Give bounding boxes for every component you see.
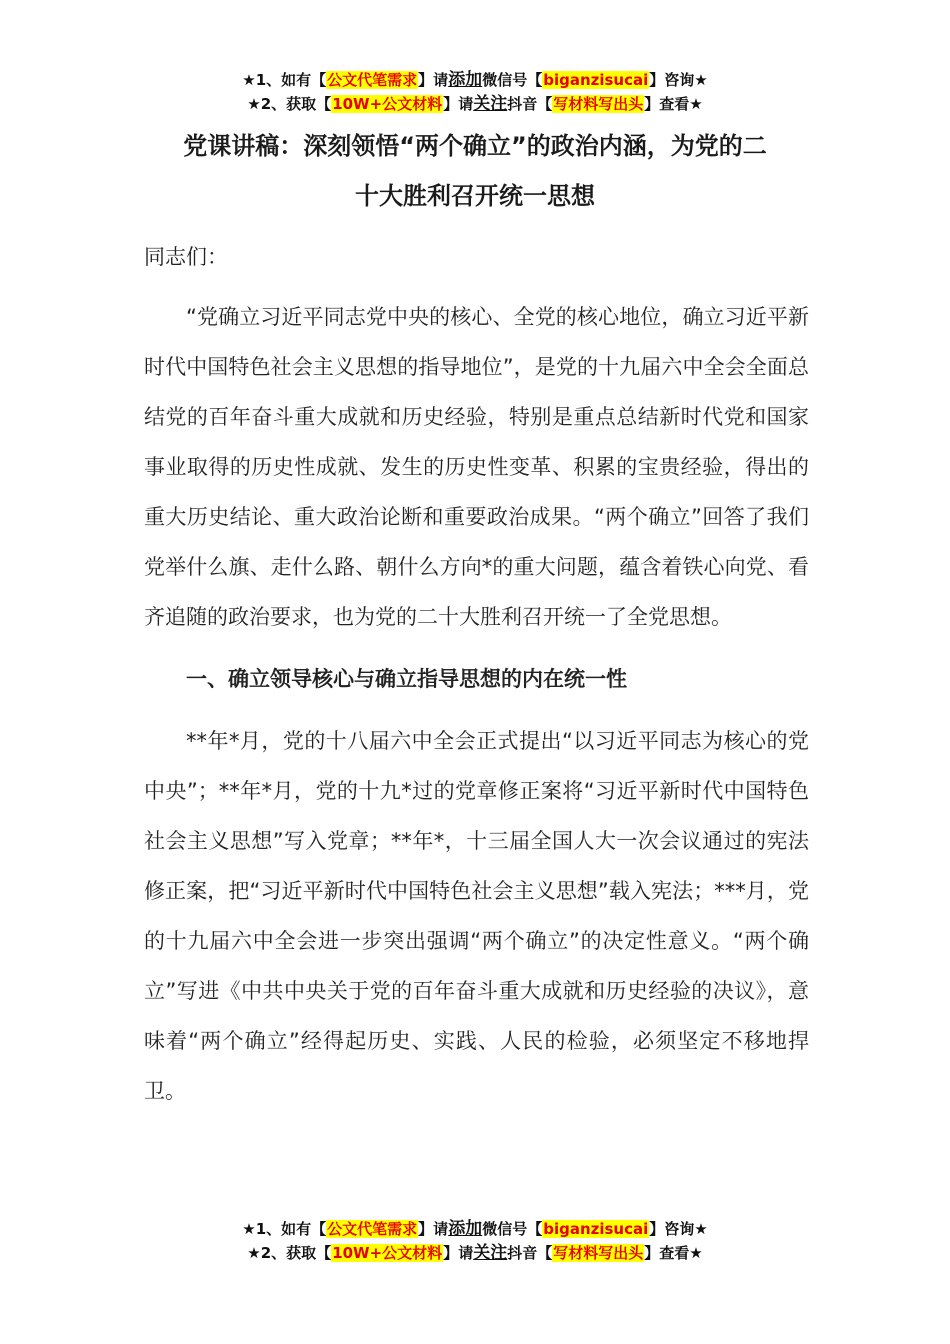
title-line-1: 党课讲稿：深刻领悟“两个确立”的政治内涵，为党的二: [183, 132, 767, 160]
promo-line-1: [0, 68, 950, 92]
promo-underlined: 添加: [448, 70, 483, 90]
promo-text: 】查看★: [644, 95, 703, 113]
promo-highlight: 公文代笔需求: [327, 1220, 418, 1238]
document-body: [144, 232, 809, 1116]
promo-underlined: 关注: [473, 1243, 508, 1263]
top-promo-banner: [0, 68, 950, 116]
promo-text: 】请: [443, 95, 474, 113]
document-title: [120, 121, 830, 221]
promo-text: 】请: [418, 1220, 449, 1238]
salutation: 同志们：: [144, 245, 228, 269]
promo-text: 微信号【: [482, 71, 543, 89]
promo-line-2: [0, 1241, 950, 1265]
promo-highlight: 10W+公文材料: [332, 1244, 443, 1262]
promo-highlight: biganzisucai: [543, 1220, 649, 1238]
promo-text: 抖音【: [507, 95, 553, 113]
promo-text: 】咨询★: [649, 71, 708, 89]
paragraph-section-1: **年*月，党的十八届六中全会正式提出“以习近平同志为核心的党中央”；**年*月，党的十九*过的党章修正案将“习近平新时代中国特色社会主义思想”写入党章；**年*，十三届全国人大一次会议通过的宪法修正案，把“习近平新时代中国特色社会主义思想”载入宪法；***月，党的十九届六中全会进一步突出强调“两个确立”的决定性意义。“两个确立”写进《中共中央关于党的百年奋斗重大成就和历史经验的决议》，意味着“两个确立”经得起历史、实践、人民的检验，必须坚定不移地捍卫。: [144, 729, 809, 1103]
promo-highlight: 写材料写出头: [553, 1244, 644, 1262]
title-line-2: 十大胜利召开统一思想: [355, 182, 595, 210]
promo-text: ★1、如有【: [242, 71, 327, 89]
promo-text: 】查看★: [644, 1244, 703, 1262]
promo-underlined: 关注: [473, 94, 508, 114]
bottom-promo-banner: [0, 1217, 950, 1265]
promo-underlined: 添加: [448, 1219, 483, 1239]
promo-line-1: [0, 1217, 950, 1241]
promo-highlight: 公文代笔需求: [327, 71, 418, 89]
section-heading: 一、确立领导核心与确立指导思想的内在统一性: [186, 667, 627, 691]
promo-text: ★2、获取【: [247, 1244, 332, 1262]
promo-highlight: 10W+公文材料: [332, 95, 443, 113]
promo-text: ★2、获取【: [247, 95, 332, 113]
promo-highlight: biganzisucai: [543, 71, 649, 89]
promo-text: 】请: [443, 1244, 474, 1262]
promo-line-2: [0, 92, 950, 116]
promo-text: 】请: [418, 71, 449, 89]
promo-text: 微信号【: [482, 1220, 543, 1238]
promo-text: ★1、如有【: [242, 1220, 327, 1238]
promo-highlight: 写材料写出头: [553, 95, 644, 113]
promo-text: 抖音【: [507, 1244, 553, 1262]
promo-text: 】咨询★: [649, 1220, 708, 1238]
paragraph-intro: “党确立习近平同志党中央的核心、全党的核心地位，确立习近平新时代中国特色社会主义思想的指导地位”，是党的十九届六中全会全面总结党的百年奋斗重大成就和历史经验，特别是重点总结新时代党和国家事业取得的历史性成就、发生的历史性变革、积累的宝贵经验，得出的重大历史结论、重大政治论断和重要政治成果。“两个确立”回答了我们党举什么旗、走什么路、朝什么方向*的重大问题，蕴含着铁心向党、看齐追随的政治要求，也为党的二十大胜利召开统一了全党思想。: [144, 305, 809, 629]
